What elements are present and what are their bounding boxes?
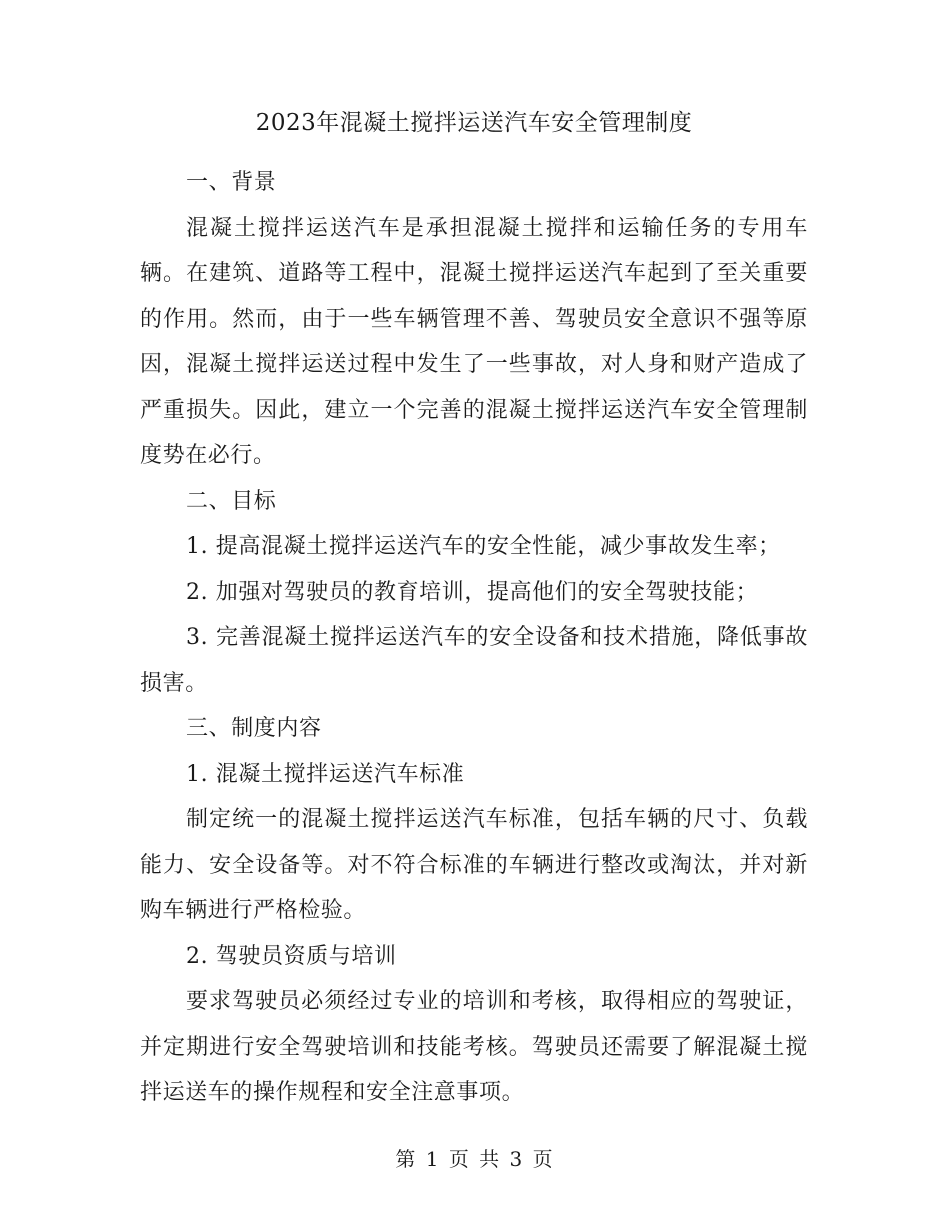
background-paragraph: 混凝土搅拌运送汽车是承担混凝土搅拌和运输任务的专用车辆。在建筑、道路等工程中，混凝土搅拌运送汽车起到了至关重要的作用。然而，由于一些车辆管理不善、驾驶员安全意识不强等原因，混凝土搅拌运送过程中发生了一些事故，对人身和财产造成了严重损失。因此，建立一个完善的混凝土搅拌运送汽车安全管理制度势在必行。 xyxy=(140,215,808,468)
section-heading-background: 一、背景 xyxy=(186,170,277,195)
goal-item: 2. 加强对驾驶员的教育培训，提高他们的安全驾驶技能； xyxy=(186,579,759,605)
goal-item: 3. 完善混凝土搅拌运送汽车的安全设备和技术措施，降低事故损害。 xyxy=(140,625,808,696)
driver-paragraph: 要求驾驶员必须经过专业的培训和考核，取得相应的驾驶证，并定期进行安全驾驶培训和技能考核。驾驶员还需要了解混凝土搅拌运送车的操作规程和安全注意事项。 xyxy=(140,989,808,1105)
standard-paragraph: 制定统一的混凝土搅拌运送汽车标准，包括车辆的尺寸、负载能力、安全设备等。对不符合标准的车辆进行整改或淘汰，并对新购车辆进行严格检验。 xyxy=(140,807,808,923)
goal-item: 1. 提高混凝土搅拌运送汽车的安全性能，减少事故发生率； xyxy=(186,534,781,559)
page-number-footer: 第 1 页 共 3 页 xyxy=(395,1147,555,1171)
section-heading-goals: 二、目标 xyxy=(186,488,277,514)
subsection-heading-standard: 1. 混凝土搅拌运送汽车标准 xyxy=(186,761,465,787)
subsection-heading-driver: 2. 驾驶员资质与培训 xyxy=(186,943,397,969)
document-body xyxy=(140,100,808,1116)
document-title: 2023年混凝土搅拌运送汽车安全管理制度 xyxy=(255,110,693,136)
section-heading-content: 三、制度内容 xyxy=(186,716,322,741)
